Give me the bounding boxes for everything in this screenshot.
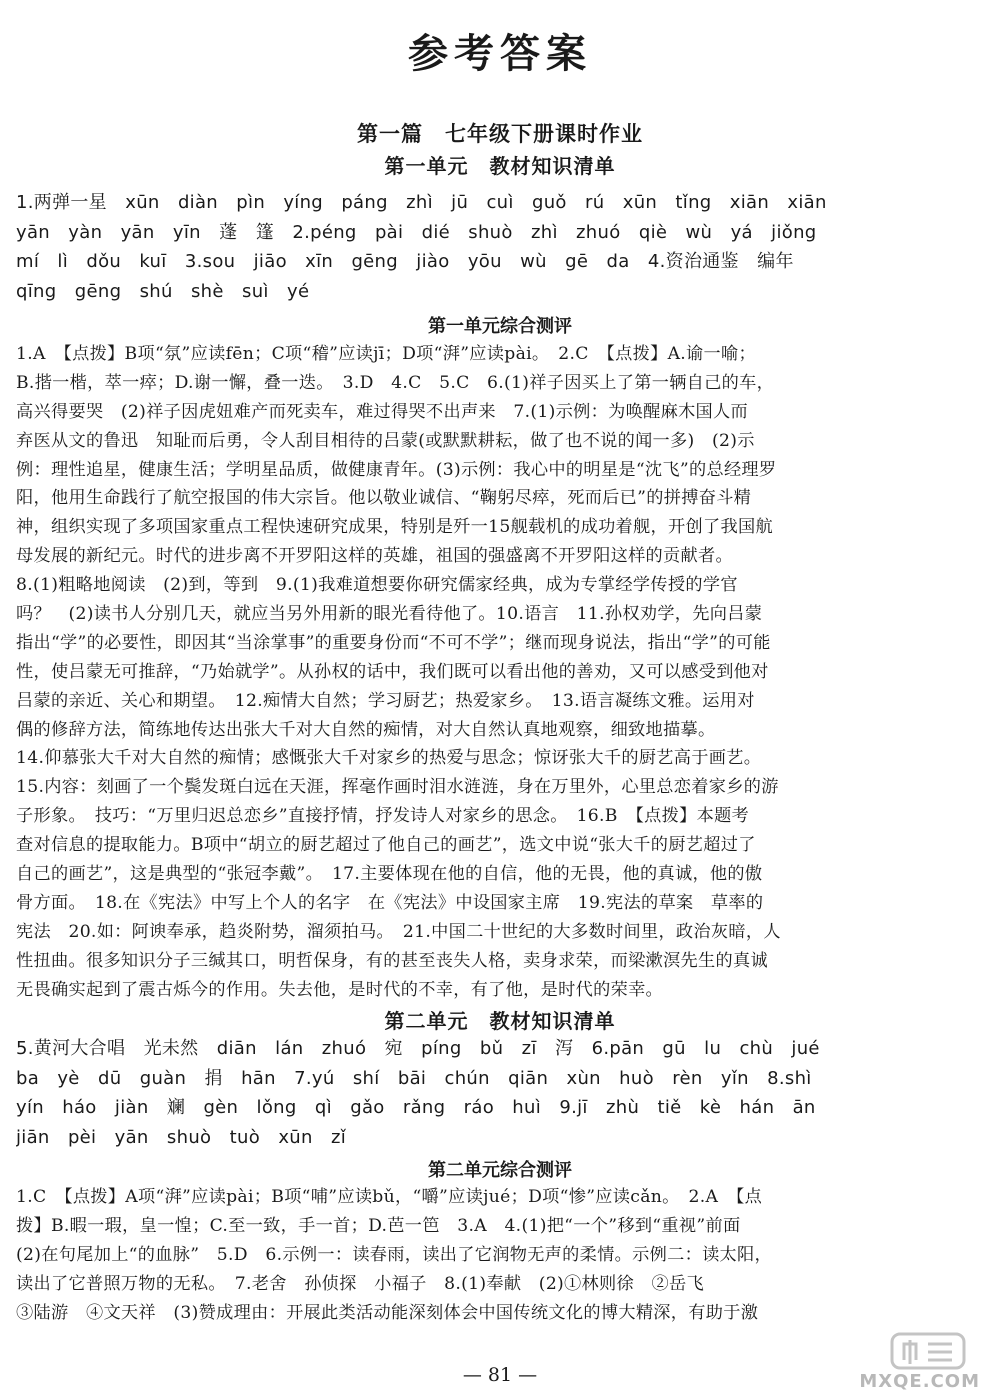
text-line: yān yàn yān yīn 蓬 篷 2.péng pài dié shuò zhì zhuó qiè wù yá jiǒng: [16, 221, 817, 243]
watermark-logo-icon: [888, 1330, 968, 1374]
text-line: 1.A 【点拨】B项“氛”应读fēn；C项“稽”应读jī；D项“湃”应读pài。 2.C 【点拨】A.谕一喻；: [16, 344, 757, 364]
main-title: 参考答案: [408, 30, 592, 77]
text-line: ③陆游 ④文天祥 (3)赞成理由：开展此类活动能深刻体会中国传统文化的博大精深，有助于激: [16, 1302, 759, 1323]
text-line: 8.(1)粗略地阅读 (2)到，等到 9.(1)我难道想要你研究儒家经典，成为专掌经学传授的学官: [16, 575, 738, 596]
text-line: 吕蒙的亲近、关心和期望。 12.痴情大自然；学习厨艺；热爱家乡。 13.语言凝练文雅。运用对: [16, 690, 755, 711]
text-line: 自己的画艺”，这是典型的“张冠李戴”。 17.主要体现在他的自信，他的无畏，他的真诚，他的傲: [16, 864, 763, 885]
text-line: B.揩一楷，萃一瘁；D.谢一懈，叠一迭。 3.D 4.C 5.C 6.(1)祥子因买上了第一辆自己的车，: [16, 372, 775, 393]
text-line: 弃医从文的鲁迅 知耻而后勇，令人刮目相待的吕蒙(或默默耕耘，做了也不说的闻一多) (2)示: [16, 430, 755, 451]
text-line: (2)在句尾加上“的血脉” 5.D 6.示例一：读春雨，读出了它润物无声的柔情。示例二：读太阳，: [16, 1244, 773, 1265]
test-1-content: [16, 340, 946, 1004]
test-1-title: 第一单元综合测评: [428, 316, 572, 337]
text-line: 查对信息的提取能力。B项中“胡立的厨艺超过了他自己的画艺”，选文中说“张大千的厨艺超过了: [16, 835, 756, 856]
part-title: 第一篇 七年级下册课时作业: [357, 121, 643, 146]
text-line: 子形象。 技巧：“万里归迟总恋乡”直接抒情，抒发诗人对家乡的思念。 16.B 【点拨】本题考: [16, 806, 750, 827]
test-2-content: [16, 1183, 946, 1327]
text-line: qīng gēng shú shè suì yé: [16, 280, 310, 302]
text-line: 宪法 20.如：阿谀奉承，趋炎附势，溜须拍马。 21.中国二十世纪的大多数时间里，政治灰暗，人: [16, 921, 781, 942]
text-line: yín háo jiàn 斓 gèn lǒng qì gǎo rǎng ráo huì 9.jī zhù tiě kè hán ān: [16, 1097, 816, 1118]
text-line: 15.内容：刻画了一个鬓发斑白远在天涯，挥毫作画时泪水涟涟，身在万里外，心里总恋着家乡的游: [16, 777, 779, 798]
text-line: mí lì dǒu kuī 3.sou jiāo xīn gēng jiào yōu wù gē da 4.资治通鉴 编年: [16, 251, 794, 272]
text-line: 无畏确实起到了震古烁今的作用。失去他，是时代的不幸，有了他，是时代的荣幸。: [16, 979, 664, 1000]
text-line: 1.C 【点拨】A项“湃”应读pài；B项“哺”应读bǔ，“嚼”应读jué；D项“惨”应读cǎn。 2.A 【点: [16, 1187, 763, 1207]
text-line: 性扭曲。很多知识分子三缄其口，明哲保身，有的甚至丧失人格，卖身求荣，而梁漱溟先生的真诚: [16, 950, 768, 971]
section-2-content: [16, 1034, 946, 1152]
section-2-title: 第二单元 教材知识清单: [384, 1009, 616, 1033]
text-line: 拨】B.暇一瑕，皇一惶；C.至一致，手一首；D.芭一笆 3.A 4.(1)把“一个”移到“重视”前面: [16, 1215, 741, 1236]
watermark-text: MXQE.COM: [859, 1371, 980, 1392]
text-line: 例：理性追星，健康生活；学明星品质，做健康青年。(3)示例：我心中的明星是“沈飞”的总经理罗: [16, 459, 777, 480]
text-line: 5.黄河大合唱 光未然 diān lán zhuó 宛 píng bǔ zī 泻 6.pān gū lu chù jué: [16, 1038, 820, 1059]
test-2-title: 第二单元综合测评: [428, 1160, 572, 1181]
text-line: 高兴得要哭 (2)祥子因虎妞难产而死卖车，难过得哭不出声来 7.(1)示例：为唤醒麻木国人而: [16, 401, 749, 422]
text-line: 性，使吕蒙无可推辞，“乃始就学”。从孙权的话中，我们既可以看出他的善劝，又可以感受到他对: [16, 661, 769, 682]
text-line: 1.两弹一星 xūn diàn pìn yíng páng zhì jū cuì guǒ rú xūn tǐng xiān xiān: [16, 192, 827, 213]
watermark: [846, 1330, 986, 1392]
text-line: 14.仰慕张大千对大自然的痴情；感慨张大千对家乡的热爱与思念；惊讶张大千的厨艺高于画艺。: [16, 748, 762, 769]
text-line: 读出了它普照万物的无私。 7.老舍 孙侦探 小福子 8.(1)奉献 (2)①林则徐 ②岳飞: [16, 1273, 704, 1294]
text-line: 神，组织实现了多项国家重点工程快速研究成果，特别是歼一15舰载机的成功着舰，开创了我国航: [16, 517, 773, 538]
text-line: 吗？ (2)读书人分别几天，就应当另外用新的眼光看待他了。10.语言 11.孙权劝学，先向吕蒙: [16, 604, 763, 625]
text-line: 骨方面。 18.在《宪法》中写上个人的名字 在《宪法》中设国家主席 19.宪法的草案 草率的: [16, 892, 764, 913]
page-number: — 81 —: [462, 1364, 538, 1386]
text-line: ba yè dū guàn 捐 hān 7.yú shí bāi chún qiān xùn huò rèn yǐn 8.shì: [16, 1067, 812, 1089]
text-line: 指出“学”的必要性，即因其“当涂掌事”的重要身份而“不可不学”；继而现身说法，指出“学”的可能: [16, 632, 771, 653]
text-line: 母发展的新纪元。时代的进步离不开罗阳这样的英雄，祖国的强盛离不开罗阳这样的贡献者。: [16, 546, 733, 567]
text-line: jiān pèi yān shuò tuò xūn zǐ: [16, 1126, 347, 1148]
text-line: 阳，他用生命践行了航空报国的伟大宗旨。他以敬业诚信、“鞠躬尽瘁，死而后已”的拼搏奋斗精: [16, 488, 752, 509]
section-1-title: 第一单元 教材知识清单: [384, 154, 616, 178]
section-1-content: [16, 188, 946, 306]
text-line: 偶的修辞方法，简练地传达出张大千对大自然的痴情，对大自然认真地观察，细致地描摹。: [16, 719, 716, 740]
